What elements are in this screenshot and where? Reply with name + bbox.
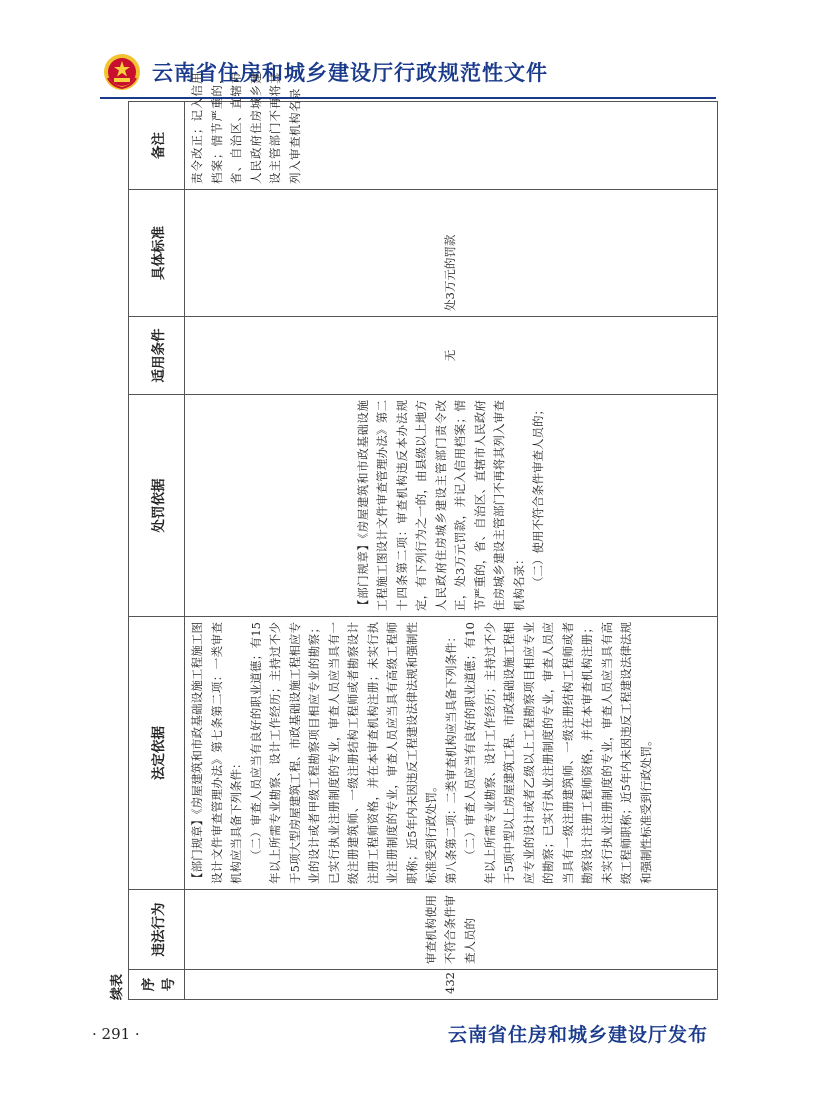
legal-basis-cell bbox=[185, 617, 718, 890]
legal-basis-para: 【部门规章】《房屋建筑和市政基础设施工程施工图设计文件审查管理办法》第七条第二项：一类审查机构应当具备下列条件： bbox=[190, 622, 243, 884]
page-number: · 291 · bbox=[92, 1025, 140, 1043]
col-header-cond: 适用条件 bbox=[129, 317, 185, 395]
national-emblem-icon bbox=[102, 52, 142, 92]
legal-basis-para: （二）审查人员应当有良好的职业道德；有10年以上所需专业勘察、设计工作经历；主持过不少于5项中型以上房屋建筑工程、市政基础设施工程相应专业的设计或者乙级以上工程勘察项目相应专业的勘察；已实行执业注册制度的专业，审查人员应当具有一级注册建筑师、一级注册结构工程师或者勘察设计注册工程师资格，并在本审查机构注册；未实行执业注册制度的专业，审查人员应当具有高级工程师职称；近5年内未因违反工程建设法律法规和强制性标准受到行政处罚。 bbox=[463, 622, 653, 884]
penalty-basis-para: （二）使用不符合条件审查人员的； bbox=[531, 404, 545, 588]
violation-act: 审查机构使用不符合条件审查人员的 bbox=[185, 890, 718, 970]
table-header-row bbox=[129, 102, 185, 1000]
publisher-label: 云南省住房和城乡建设厅发布 bbox=[447, 1024, 708, 1046]
legal-basis-para: （二）审查人员应当有良好的职业道德；有15年以上所需专业勘察、设计工作经历；主持过不少于5项大型房屋建筑工程、市政基础设施工程相应专业的设计或者甲级工程勘察项目相应专业的勘察；已实行执业注册制度的专业，审查人员应当具有一级注册建筑师、一级注册结构工程师或者勘察设计注册工程师资格，并在本审查机构注册；未实行执业注册制度的专业，审查人员应当具有高级工程师职称；近5年内未因违反工程建设法律法规和强制性标准受到行政处罚。 bbox=[248, 622, 438, 884]
penalty-basis-cell bbox=[185, 395, 718, 617]
specific-standard: 处3万元的罚款 bbox=[185, 190, 718, 317]
continued-label: 续表 bbox=[110, 973, 125, 1000]
col-header-basis: 处罚依据 bbox=[129, 395, 185, 617]
legal-basis-para: 第八条第二项：二类审查机构应当具备下列条件： bbox=[443, 631, 458, 884]
col-header-law: 法定依据 bbox=[129, 617, 185, 890]
remarks-text: 责令改正；记入信用档案；情节严重的，省、自治区、直辖市人民政府住房城乡建设主管部门不再将其列入审查机构名录 bbox=[190, 72, 302, 184]
penalty-basis-para: 【部门规章】《房屋建筑和市政基础设施工程施工图设计文件审查管理办法》第二十四条第二项：审查机构违反本办法规定，有下列行为之一的，由县级以上地方人民政府住房城乡建设主管部门责令改正，处3万元罚款，并记入信用档案；情节严重的，省、自治区、直辖市人民政府住房城乡建设主管部门不再将其列入审查机构名录： bbox=[355, 400, 526, 611]
row-number: 432 bbox=[185, 970, 718, 1000]
remarks-cell bbox=[185, 72, 718, 190]
col-header-act: 违法行为 bbox=[129, 890, 185, 970]
col-header-std: 具体标准 bbox=[129, 190, 185, 317]
applicable-condition: 无 bbox=[185, 317, 718, 395]
document-header bbox=[102, 52, 548, 92]
col-header-no: 序号 bbox=[129, 970, 185, 1000]
col-header-note: 备注 bbox=[129, 102, 185, 190]
table-row bbox=[185, 102, 718, 1000]
header-title: 云南省住房和城乡建设厅行政规范性文件 bbox=[152, 61, 548, 85]
